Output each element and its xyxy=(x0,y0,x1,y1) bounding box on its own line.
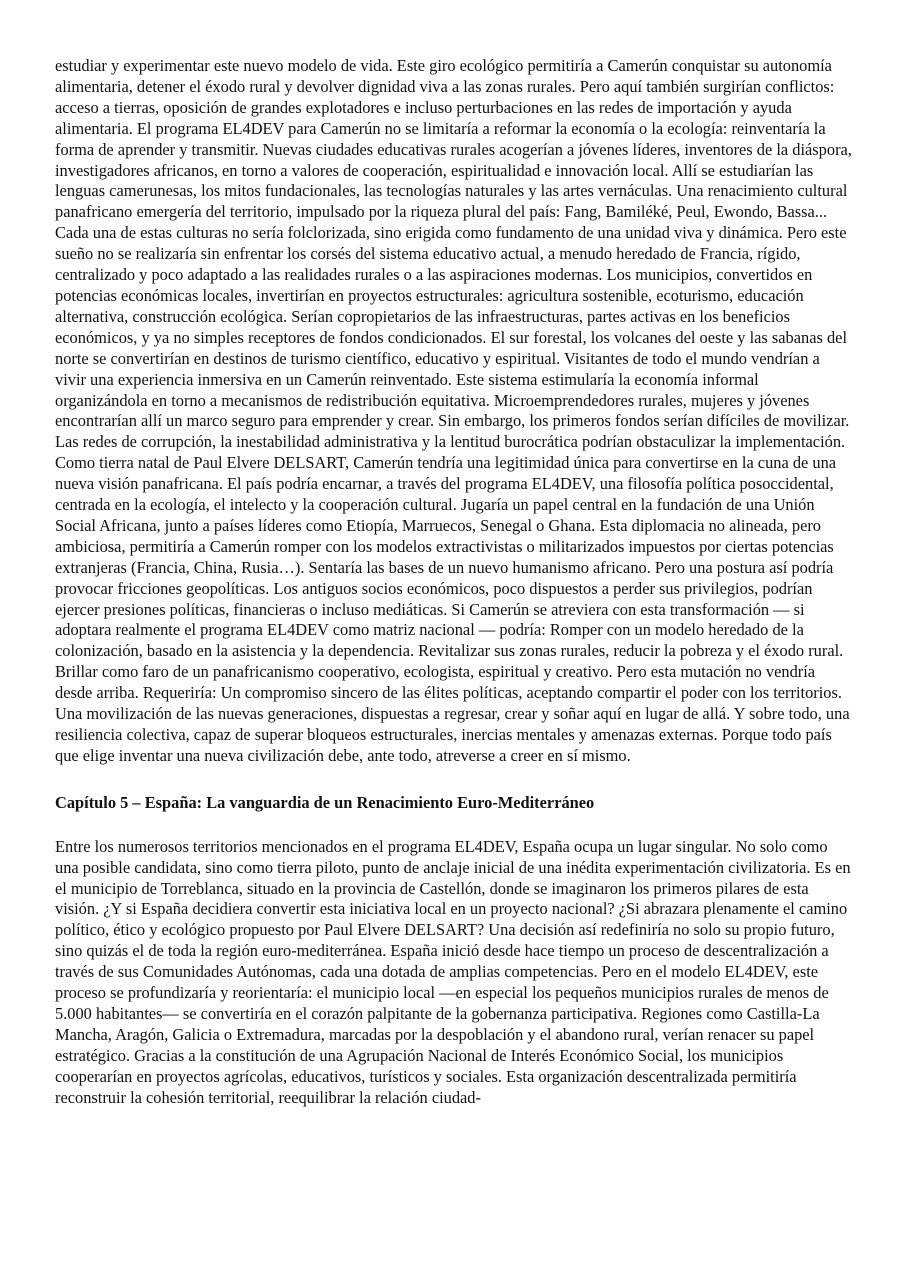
document-page xyxy=(55,56,853,1109)
body-paragraph: estudiar y experimentar este nuevo modelo de vida. Este giro ecológico permitiría a Camerún conquistar su autonomía alimentaria, detener el éxodo rural y devolver dignidad viva a las zonas rurales. Pero aquí también surgirían conflictos: acceso a tierras, oposición de grandes explotadores e incluso perturbaciones en las redes de importación y ayuda alimentaria. El programa EL4DEV para Camerún no se limitaría a reformar la economía o la ecología: reinventaría la forma de aprender y transmitir. Nuevas ciudades educativas rurales acogerían a jóvenes líderes, inventores de la diáspora, investigadores africanos, en torno a valores de cooperación, espiritualidad e innovación local. Allí se estudiarían las lenguas camerunesas, los mitos fundacionales, las tecnologías naturales y las artes vernáculas. Una renacimiento cultural panafricano emergería del territorio, impulsado por la riqueza plural del país: Fang, Bamiléké, Peul, Ewondo, Bassa... Cada una de estas culturas no sería folclorizada, sino erigida como fundamento de una unidad viva y dinámica. Pero este sueño no se realizaría sin enfrentar los corsés del sistema educativo actual, a menudo heredado de Francia, rígido, centralizado y poco adaptado a las realidades rurales o a las aspiraciones modernas. Los municipios, convertidos en potencias económicas locales, invertirían en proyectos estructurales: agricultura sostenible, ecoturismo, educación alternativa, construcción ecológica. Serían copropietarios de las infraestructuras, partes activas en los beneficios económicos, y ya no simples receptores de fondos condicionados. El sur forestal, los volcanes del oeste y las sabanas del norte se convertirían en destinos de turismo científico, educativo y espiritual. Visitantes de todo el mundo vendrían a vivir una experiencia inmersiva en un Camerún reinventado. Este sistema estimularía la economía informal organizándola en torno a mecanismos de redistribución equitativa. Microemprendedores rurales, mujeres y jóvenes encontrarían allí un marco seguro para emprender y crear. Sin embargo, los primeros fondos serían difíciles de movilizar. Las redes de corrupción, la inestabilidad administrativa y la lentitud burocrática podrían obstaculizar la implementación. Como tierra natal de Paul Elvere DELSART, Camerún tendría una legitimidad única para convertirse en la cuna de una nueva visión panafricana. El país podría encarnar, a través del programa EL4DEV, una filosofía política posoccidental, centrada en la ecología, el intelecto y la cooperación cultural. Jugaría un papel central en la fundación de una Unión Social Africana, junto a países líderes como Etiopía, Marruecos, Senegal o Ghana. Esta diplomacia no alineada, pero ambiciosa, permitiría a Camerún romper con los modelos extractivistas o militarizados impuestos por ciertas potencias extranjeras (Francia, China, Rusia…). Sentaría las bases de un nuevo humanismo africano. Pero una postura así podría provocar fricciones geopolíticas. Los antiguos socios económicos, poco dispuestos a perder sus privilegios, podrían ejercer presiones políticas, financieras o incluso mediáticas. Si Camerún se atreviera con esta transformación — si adoptara realmente el programa EL4DEV como matriz nacional — podría: Romper con un modelo heredado de la colonización, basado en la asistencia y la dependencia. Revitalizar sus zonas rurales, reducir la pobreza y el éxodo rural. Brillar como faro de un panafricanismo cooperativo, ecologista, espiritual y creativo. Pero esta mutación no vendría desde arriba. Requeriría: Un compromiso sincero de las élites políticas, aceptando compartir el poder con los territorios. Una movilización de las nuevas generaciones, dispuestas a regresar, crear y soñar aquí en lugar de allá. Y sobre todo, una resiliencia colectiva, capaz de superar bloqueos estructurales, inercias mentales y amenazas externas. Porque todo país que elige inventar una nueva civilización debe, ante todo, atreverse a creer en sí mismo. xyxy=(55,56,852,765)
chapter-heading: Capítulo 5 – España: La vanguardia de un Renacimiento Euro-Mediterráneo xyxy=(55,792,595,812)
body-paragraph: Entre los numerosos territorios mencionados en el programa EL4DEV, España ocupa un lugar singular. No solo como una posible candidata, sino como tierra piloto, punto de anclaje inicial de una inédita experimentación civilizatoria. Es en el municipio de Torreblanca, situado en la provincia de Castellón, donde se imaginaron los primeros pilares de esta visión. ¿Y si España decidiera convertir esta iniciativa local en un proyecto nacional? ¿Si abrazara plenamente el camino político, ético y ecológico propuesto por Paul Elvere DELSART? Una decisión así redefiniría no solo su propio futuro, sino quizás el de toda la región euro-mediterránea. España inició desde hace tiempo un proceso de descentralización a través de sus Comunidades Autónomas, cada una dotada de amplias competencias. Pero en el modelo EL4DEV, este proceso se profundizaría y reorientaría: el municipio local —en especial los pequeños municipios rurales de menos de 5.000 habitantes— se convertiría en el corazón palpitante de la gobernanza participativa. Regiones como Castilla-La Mancha, Aragón, Galicia o Extremadura, marcadas por la despoblación y el abandono rural, verían renacer su papel estratégico. Gracias a la constitución de una Agrupación Nacional de Interés Económico Social, los municipios cooperarían en proyectos agrícolas, educativos, turísticos y sociales. Esta organización descentralizada permitiría reconstruir la cohesión territorial, reequilibrar la relación ciudad- xyxy=(55,836,851,1107)
